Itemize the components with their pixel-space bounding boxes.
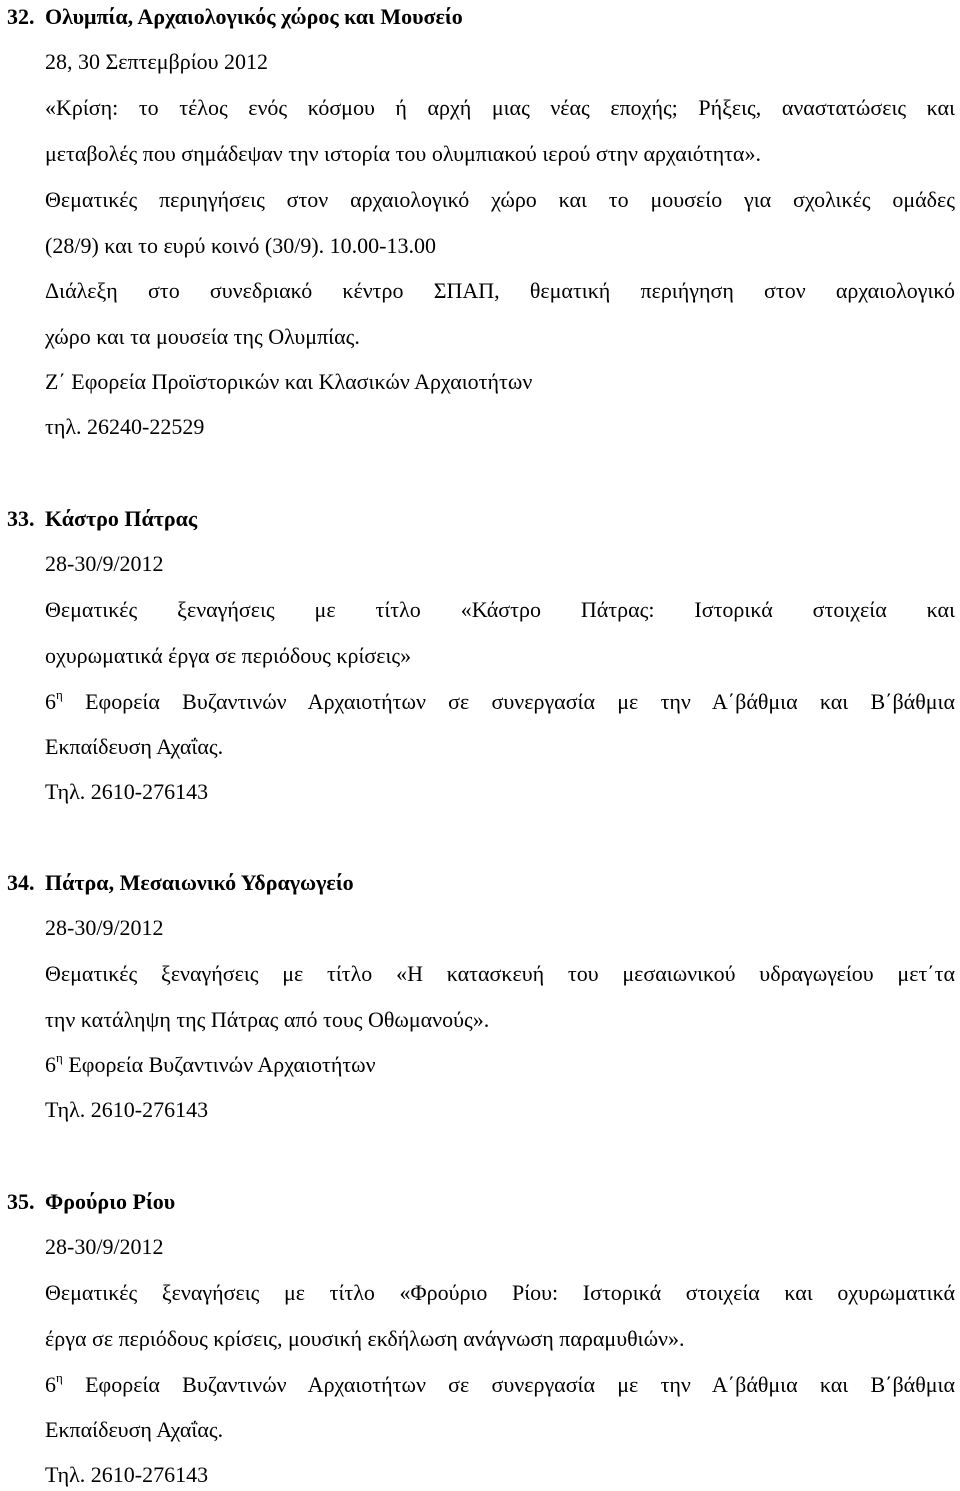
- entry-description-line: χώρο και τα μουσεία της Ολυμπίας.: [45, 324, 360, 349]
- entry-date: 28-30/9/2012: [45, 551, 164, 576]
- entry-number: 32.: [7, 4, 35, 29]
- entry-number: 35.: [7, 1189, 35, 1214]
- entry-phone: Τηλ. 2610-276143: [45, 779, 209, 804]
- entry-description-line: Διάλεξη στο συνεδριακό κέντρο ΣΠΑΠ, θεματική περιήγηση στον αρχαιολογικό: [45, 278, 955, 303]
- entry-organizer-line: $6^\eta$ Εφορεία Βυζαντινών Αρχαιοτήτων σε συνεργασία με την Α΄βάθμια και Β΄βάθμια: [45, 1370, 955, 1397]
- entry-date: 28-30/9/2012: [45, 915, 164, 940]
- entry-description-line: έργα σε περιόδους κρίσεις, μουσική εκδήλωση ανάγνωση παραμυθιών».: [45, 1326, 685, 1351]
- entry-number: 33.: [7, 506, 35, 531]
- entry-phone: τηλ. 26240-22529: [45, 414, 205, 439]
- entry-date: 28, 30 Σεπτεμβρίου 2012: [45, 49, 269, 74]
- entry-description-line: Θεματικές ξεναγήσεις με τίτλο «Η κατασκευή του μεσαιωνικού υδραγωγείου μετ΄τα: [45, 961, 955, 986]
- entry-phone: Τηλ. 2610-276143: [45, 1097, 209, 1122]
- entry-title: Πάτρα, Μεσαιωνικό Υδραγωγείο: [45, 870, 354, 895]
- entry-date: 28-30/9/2012: [45, 1234, 164, 1259]
- entry-organizer-line: $6^\eta$ Εφορεία Βυζαντινών Αρχαιοτήτων: [45, 1050, 376, 1077]
- entry-description-line: Θεματικές περιηγήσεις στον αρχαιολογικό χώρο και το μουσείο για σχολικές ομάδες: [45, 187, 955, 212]
- entry-title: Κάστρο Πάτρας: [45, 506, 198, 531]
- entry-description-line: (28/9) και το ευρύ κοινό (30/9). 10.00-13.00: [45, 233, 437, 258]
- entry-organizer-line: $6^\eta$ Εφορεία Βυζαντινών Αρχαιοτήτων σε συνεργασία με την Α΄βάθμια και Β΄βάθμια: [45, 687, 955, 714]
- entry-description-line: μεταβολές που σημάδεψαν την ιστορία του ολυμπιακού ιερού στην αρχαιότητα».: [45, 141, 761, 166]
- entry-description-line: Θεματικές ξεναγήσεις με τίτλο «Φρούριο Ρίου: Ιστορικά στοιχεία και οχυρωματικά: [45, 1280, 955, 1305]
- entry-description-line: «Κρίση: το τέλος ενός κόσμου ή αρχή μιας νέας εποχής; Ρήξεις, αναστατώσεις και: [45, 95, 955, 120]
- entry-organizer: Ζ΄ Εφορεία Προϊστορικών και Κλασικών Αρχαιοτήτων: [45, 369, 533, 394]
- entry-description-line: οχυρωματικά έργα σε περιόδους κρίσεις»: [45, 643, 412, 668]
- entry-organizer-line: Εκπαίδευση Αχαΐας.: [45, 1417, 224, 1442]
- entry-title: Ολυμπία, Αρχαιολογικός χώρος και Μουσείο: [45, 4, 463, 29]
- entry-phone: Τηλ. 2610-276143: [45, 1462, 209, 1487]
- entry-description-line: Θεματικές ξεναγήσεις με τίτλο «Κάστρο Πάτρας: Ιστορικά στοιχεία και: [45, 597, 955, 622]
- entry-title: Φρούριο Ρίου: [45, 1189, 176, 1214]
- entry-description-line: την κατάληψη της Πάτρας από τους Οθωμανούς».: [45, 1007, 490, 1032]
- entry-number: 34.: [7, 870, 35, 895]
- entry-organizer-line: Εκπαίδευση Αχαΐας.: [45, 734, 224, 759]
